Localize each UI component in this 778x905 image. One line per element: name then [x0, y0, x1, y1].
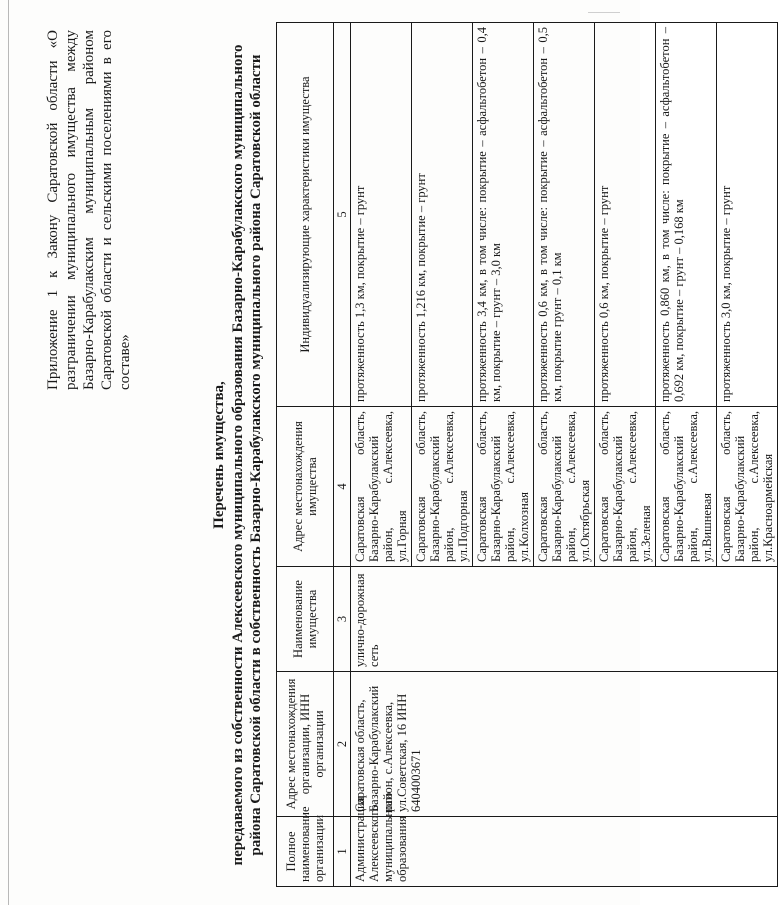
property-address-cell: Саратовская область, Базарно-Карабулакский район, с.Алексеевка, ул.Горная [351, 407, 412, 567]
document-title [210, 27, 265, 883]
table-header-row [277, 23, 334, 887]
header-property-address: Адрес местонахождения имущества [277, 407, 334, 567]
column-number: 5 [334, 23, 351, 407]
table-row [351, 23, 412, 887]
header-property-details: Индивидуализирующие характеристики имущества [277, 23, 334, 407]
appendix-text: Приложение 1 к Закону Саратовской области «О разграничении муниципального имущества между Базарно-Карабулакским муниципальным районом Саратовской области и сельскими поселениями в его составе» [45, 30, 133, 390]
property-details-cell: протяженность 0,860 км, в том числе: покрытие – асфальтобетон – 0,692 км, покрытие – грунт – 0,168 км [656, 23, 717, 407]
column-number: 2 [334, 672, 351, 817]
property-address-cell: Саратовская область, Базарно-Карабулакский район, с.Алексеевка, ул.Подгорная [412, 407, 473, 567]
organization-name-cell: Администрация Алексеевского муниципального образования [351, 817, 778, 887]
property-details-cell: протяженность 1,3 км, покрытие – грунт [351, 23, 412, 407]
property-address-cell: Саратовская область, Базарно-Карабулакский район, с.Алексеевка, ул.Колхозная [473, 407, 534, 567]
column-number: 1 [334, 817, 351, 887]
organization-address-cell: Саратовская область, Базарно-Карабулакский район, с.Алексеевка, ул.Советская, 16 ИНН 6404003671 [351, 672, 778, 817]
appendix-note [44, 30, 134, 390]
property-table-wrap [276, 22, 778, 887]
property-address-cell: Саратовская область, Базарно-Карабулакский район, с.Алексеевка, ул.Вишневая [656, 407, 717, 567]
property-table [276, 22, 778, 887]
property-details-cell: протяженность 3,0 км, покрытие – грунт [717, 23, 778, 407]
title-line-1: Перечень имущества, [211, 381, 227, 529]
column-number: 3 [334, 567, 351, 672]
property-details-cell: протяженность 0,6 км, в том числе: покрытие – асфальтобетон – 0,5 км, покрытие грунт – 0,1 км [534, 23, 595, 407]
property-details-cell: протяженность 3,4 км, в том числе: покрытие – асфальтобетон – 0,4 км, покрытие – грунт – 3,0 км [473, 23, 534, 407]
property-name-cell: улично-дорожная сеть [351, 567, 778, 672]
header-org-address: Адрес местонахождения организации, ИНН организации [277, 672, 334, 817]
header-property-name: Наименование имущества [277, 567, 334, 672]
column-number-row [334, 23, 351, 887]
column-number: 4 [334, 407, 351, 567]
property-address-cell: Саратовская область, Базарно-Карабулакский район, с.Алексеевка, ул.Зеленая [595, 407, 656, 567]
property-address-cell: Саратовская область, Базарно-Карабулакский район, с.Алексеевка, ул.Октябрьская [534, 407, 595, 567]
property-details-cell: протяженность 0,6 км, покрытие – грунт [595, 23, 656, 407]
property-address-cell: Саратовская область, Базарно-Карабулакский район, с.Алексеевка, ул.Красноармейская [717, 407, 778, 567]
title-line-2: передаваемого из собственности Алексеевского муниципального образования Базарно-Карабулакского муниципального района Саратовской области в собственность Базарно-Карабулакского муниципального района Саратовской области [230, 44, 264, 866]
scan-edge-line [8, 0, 9, 905]
property-details-cell: протяженность 1,216 км, покрытие – грунт [412, 23, 473, 407]
rotated-document-content [22, 15, 775, 895]
header-org-name: Полное наименование организации [277, 817, 334, 887]
scan-mark [588, 12, 620, 13]
